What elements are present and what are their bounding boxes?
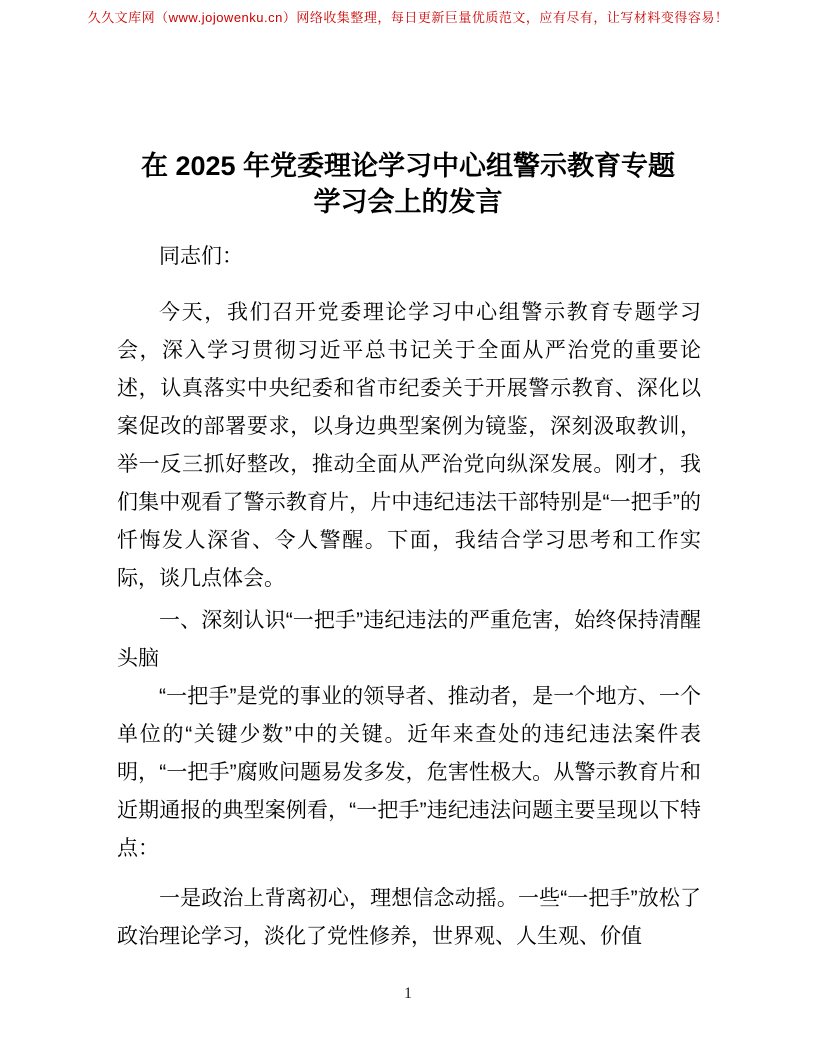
paragraph-salutation: 同志们： bbox=[159, 245, 243, 268]
paragraph-opening: 今天，我们召开党委理论学习中心组警示教育专题学习会，深入学习贯彻习近平总书记关于全面从严治党的重要论述，认真落实中央纪委和省市纪委关于开展警示教育、深化以案促改的部署要求，以身边典型案例为镜鉴，深刻汲取教训，举一反三抓好整改，推动全面从严治党向纵深发展。刚才，我们集中观看了警示教育片，片中违纪违法干部特别是“一把手”的忏悔发人深省、令人警醒。下面，我结合学习思考和工作实际，谈几点体会。 bbox=[117, 301, 701, 590]
document-body bbox=[117, 238, 701, 956]
paragraph-body: “一把手”是党的事业的领导者、推动者，是一个地方、一个单位的“关键少数”中的关键。近年来查处的违纪违法案件表明，“一把手”腐败问题易发多发，危害性极大。从警示教育片和近期通报的典型案例看，“一把手”违纪违法问题主要呈现以下特点： bbox=[117, 685, 701, 860]
paragraph-body: 一是政治上背离初心，理想信念动摇。一些“一把手”放松了政治理论学习，淡化了党性修养，世界观、人生观、价值 bbox=[117, 887, 701, 948]
page-number: 1 bbox=[404, 985, 412, 1002]
site-watermark-notice: 久久文库网（www.jojowenku.cn）网络收集整理，每日更新巨量优质范文，应有尽有，让写材料变得容易！ bbox=[87, 10, 729, 25]
document-title bbox=[96, 148, 720, 220]
document-title-line-1: 在 2025 年党委理论学习中心组警示教育专题 bbox=[140, 151, 676, 181]
document-title-line-2: 学习会上的发言 bbox=[313, 187, 503, 217]
page-footer bbox=[0, 985, 816, 1003]
paragraph-section-heading: 一、深刻认识“一把手”违纪违法的严重危害，始终保持清醒头脑 bbox=[117, 609, 701, 670]
